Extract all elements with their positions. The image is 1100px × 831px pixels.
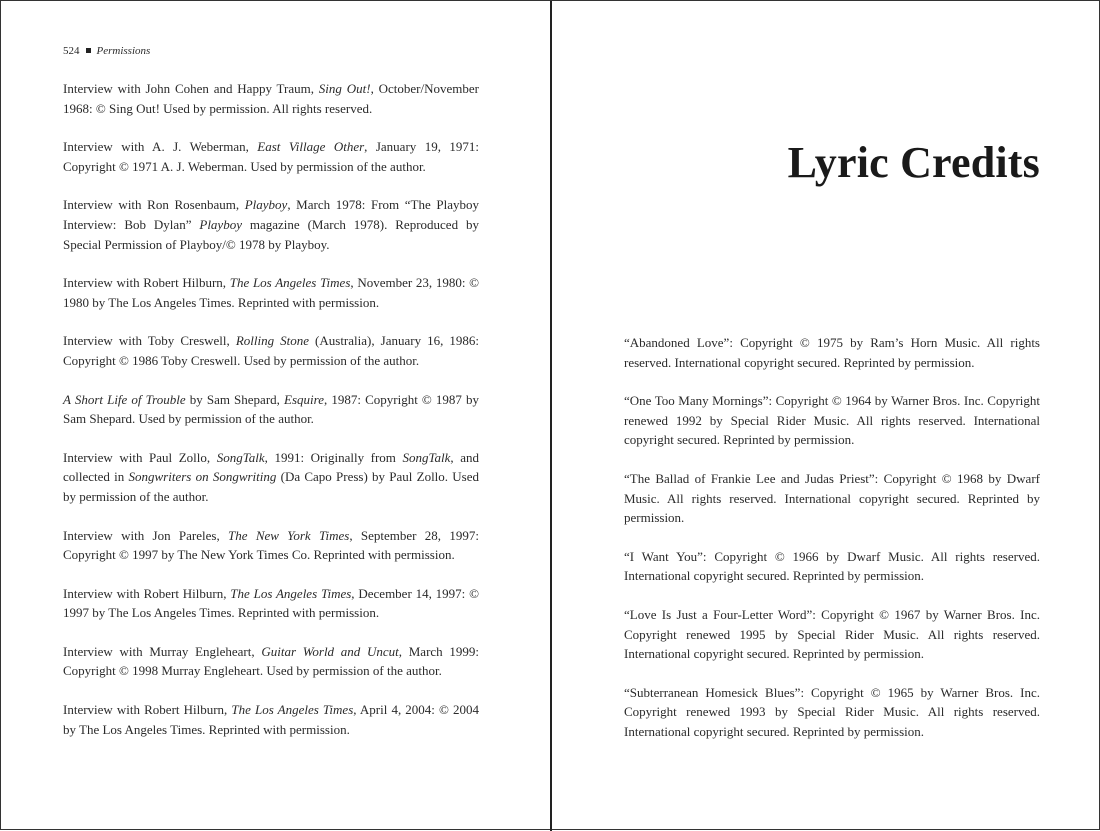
permission-entry	[63, 448, 479, 507]
lyric-credit-entry	[624, 469, 1040, 528]
entry-text: Interview with Paul Zollo,	[63, 449, 217, 465]
permission-entry	[63, 390, 479, 429]
entry-text: , 1987: Copyright © 1987 by Sam Shepard. Used by permission of the author.	[63, 391, 480, 427]
entry-text: “Subterranean Homesick Blues”: Copyright © 1965 by Warner Bros. Inc. Copyright renewed 1993 by Special Rider Music. All rights reserved. International copyright secured. Reprinted by permission.	[624, 684, 1040, 739]
permission-entry	[63, 273, 479, 312]
entry-text: , October/November 1968: © Sing Out! Used by permission. All rights reserved.	[63, 81, 479, 116]
entry-text: “One Too Many Mornings”: Copyright © 1964 by Warner Bros. Inc. Copyright renewed 1992 by Special Rider Music. All rights reserved. International copyright secured. Reprinted by permission.	[624, 393, 1040, 448]
entry-text: , November 23, 1980: © 1980 by The Los Angeles Times. Reprinted with permission.	[63, 275, 480, 310]
italic-text: The Los Angeles Times	[231, 702, 354, 718]
page-number: 524	[63, 45, 80, 57]
permission-entry	[63, 584, 479, 623]
entry-text: Interview with Robert Hilburn,	[63, 275, 230, 291]
italic-text: SongTalk	[402, 449, 451, 465]
permission-entry	[63, 195, 479, 254]
lyric-credit-entry	[624, 547, 1040, 586]
entry-text: Interview with A. J. Weberman,	[63, 139, 258, 155]
permission-entry	[63, 642, 479, 681]
running-head-title: Permissions	[96, 45, 151, 57]
entry-text: , December 14, 1997: © 1997 by The Los Angeles Times. Reprinted with permission.	[63, 585, 479, 621]
entry-text: , 1991: Originally from	[264, 449, 403, 465]
italic-text: Esquire	[284, 391, 324, 407]
entry-text: (Da Capo Press) by Paul Zollo. Used by permission of the author.	[63, 469, 479, 504]
entry-text: Interview with Robert Hilburn,	[63, 585, 231, 601]
italic-text: Playboy	[244, 197, 288, 213]
entry-text: “I Want You”: Copyright © 1966 by Dwarf Music. All rights reserved. International copyright secured. Reprinted by permission.	[624, 548, 1040, 584]
lyric-credit-entry	[624, 683, 1040, 742]
italic-text: SongTalk	[216, 449, 265, 465]
permission-entry	[63, 137, 479, 176]
entry-text: , January 19, 1971: Copyright © 1971 A. J. Weberman. Used by permission of the author.	[63, 139, 479, 174]
permission-entry	[63, 79, 479, 118]
entry-text: , March 1978: From “The Playboy Interview: Bob Dylan”	[63, 197, 479, 232]
left-page	[63, 1, 479, 831]
running-head	[63, 45, 150, 57]
entry-text: , and collected in	[63, 449, 479, 485]
italic-text: The Los Angeles Times	[230, 585, 352, 601]
italic-text: A Short Life of Trouble	[63, 391, 186, 407]
permission-entry	[63, 526, 479, 565]
italic-text: The Los Angeles Times	[229, 275, 351, 291]
lyric-credit-entry	[624, 605, 1040, 664]
entry-text: Interview with Jon Pareles,	[63, 527, 229, 543]
right-page	[624, 1, 1040, 831]
entry-text: Interview with Robert Hilburn,	[63, 702, 232, 718]
italic-text: Playboy	[199, 216, 242, 232]
lyric-credits-list	[624, 333, 1040, 761]
entry-text: (Australia), January 16, 1986: Copyright © 1986 Toby Creswell. Used by permission of the author.	[63, 333, 479, 368]
entry-text: by Sam Shepard,	[185, 391, 285, 407]
italic-text: Rolling Stone	[235, 333, 310, 349]
chapter-title: Lyric Credits	[787, 138, 1040, 187]
square-bullet-icon	[86, 48, 91, 53]
entry-text: , March 1999: Copyright © 1998 Murray Engleheart. Used by permission of the author.	[63, 643, 480, 679]
italic-text: The New York Times	[228, 527, 350, 543]
entry-text: “The Ballad of Frankie Lee and Judas Priest”: Copyright © 1968 by Dwarf Music. All rights reserved. International copyright secured. Reprinted by permission.	[624, 470, 1040, 526]
lyric-credit-entry	[624, 391, 1040, 450]
lyric-credit-entry	[624, 333, 1040, 372]
permission-entry	[63, 700, 479, 739]
entry-text: Interview with Murray Engleheart,	[63, 643, 262, 659]
italic-text: East Village Other	[257, 139, 365, 155]
italic-text: Sing Out!	[318, 81, 371, 96]
entry-text: , April 4, 2004: © 2004 by The Los Angeles Times. Reprinted with permission.	[63, 702, 479, 737]
entry-text: “Abandoned Love”: Copyright © 1975 by Ram’s Horn Music. All rights reserved. International copyright secured. Reprinted by permission.	[624, 335, 1040, 370]
permissions-list	[63, 79, 479, 758]
permission-entry	[63, 331, 479, 370]
entry-text: , September 28, 1997: Copyright © 1997 by The New York Times Co. Reprinted with permission.	[63, 527, 479, 563]
entry-text: magazine (March 1978). Reproduced by Special Permission of Playboy/© 1978 by Playboy.	[63, 216, 479, 252]
entry-text: Interview with Toby Creswell,	[63, 333, 236, 349]
entry-text: Interview with Ron Rosenbaum,	[63, 197, 245, 213]
italic-text: Guitar World and Uncut	[261, 643, 399, 659]
entry-text: “Love Is Just a Four-Letter Word”: Copyright © 1967 by Warner Bros. Inc. Copyright renewed 1995 by Special Rider Music. All rights reserved. International copyright secured. Reprinted by permission.	[624, 606, 1040, 662]
page-gutter-divider	[550, 1, 552, 831]
entry-text: Interview with John Cohen and Happy Traum,	[63, 81, 319, 96]
italic-text: Songwriters on Songwriting	[128, 469, 277, 485]
